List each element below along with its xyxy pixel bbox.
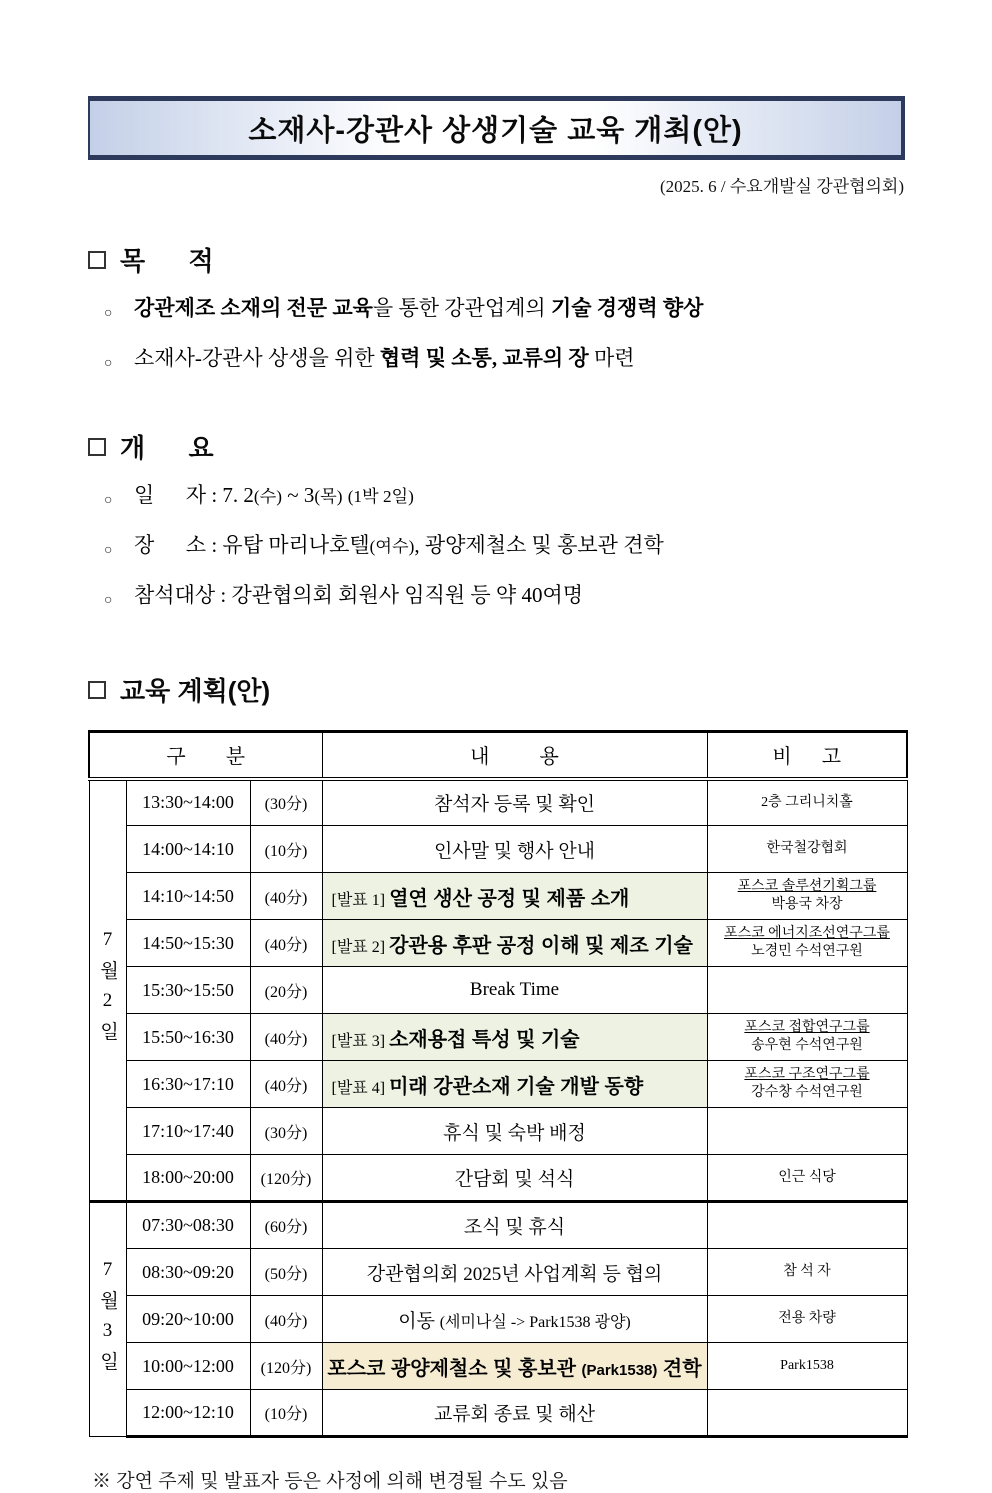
circle-bullet-icon: ○ xyxy=(104,306,113,321)
circle-bullet-icon: ○ xyxy=(104,493,113,508)
section-overview-heading xyxy=(88,428,992,465)
table-row xyxy=(89,1296,907,1343)
remark-cell: 2층 그리니치홀 xyxy=(707,779,907,826)
overview-value: : 강관협의회 회원사 임직원 등 약 40여명 xyxy=(215,583,584,607)
header-gubun: 구 분 xyxy=(89,732,322,779)
header-naeyong: 내 용 xyxy=(322,732,707,779)
table-row xyxy=(89,920,907,967)
remark-cell xyxy=(707,1202,907,1249)
content-cell: [발표 4] 미래 강관소재 기술 개발 동향 xyxy=(322,1061,707,1108)
content-cell: [발표 1] 열연 생산 공정 및 제품 소개 xyxy=(322,873,707,920)
title-banner xyxy=(88,96,905,160)
schedule-table xyxy=(88,730,908,1438)
remark-cell: 전용 차량 xyxy=(707,1296,907,1343)
duration-cell: (30分) xyxy=(250,779,322,826)
time-cell: 12:00~12:10 xyxy=(126,1390,250,1437)
purpose-bullet-1 xyxy=(104,294,992,328)
overview-label: 일 자 xyxy=(134,483,207,507)
table-header-row xyxy=(89,732,907,779)
duration-cell: (30分) xyxy=(250,1108,322,1155)
overview-item-date xyxy=(104,481,992,515)
duration-cell: (40分) xyxy=(250,920,322,967)
time-cell: 14:00~14:10 xyxy=(126,826,250,873)
remark-cell: 포스코 에너지조선연구그룹 노경민 수석연구원 xyxy=(707,920,907,967)
time-cell: 14:50~15:30 xyxy=(126,920,250,967)
content-cell: 포스코 광양제철소 및 홍보관 (Park1538) 견학 xyxy=(322,1343,707,1390)
content-cell: 교류회 종료 및 해산 xyxy=(322,1390,707,1437)
table-row xyxy=(89,1108,907,1155)
content-cell: 조식 및 휴식 xyxy=(322,1202,707,1249)
content-cell: [발표 2] 강관용 후판 공정 이해 및 제조 기술 xyxy=(322,920,707,967)
content-cell: Break Time xyxy=(322,967,707,1014)
section-heading-label: 개 요 xyxy=(120,433,214,463)
time-cell: 10:00~12:00 xyxy=(126,1343,250,1390)
section-heading-label: 목 적 xyxy=(120,246,214,276)
circle-bullet-icon: ○ xyxy=(104,356,113,371)
remark-cell: 포스코 접합연구그룹 송우현 수석연구원 xyxy=(707,1014,907,1061)
overview-label: 장 소 xyxy=(134,533,207,557)
square-bullet-icon xyxy=(88,681,106,699)
overview-item-place xyxy=(104,531,992,565)
content-cell: 이동 (세미나실 -> Park1538 광양) xyxy=(322,1296,707,1343)
duration-cell: (20分) xyxy=(250,967,322,1014)
duration-cell: (50分) xyxy=(250,1249,322,1296)
content-cell: 인사말 및 행사 안내 xyxy=(322,826,707,873)
overview-value: : 유탑 마리나호텔(여수), 광양제철소 및 홍보관 견학 xyxy=(206,533,664,557)
remark-cell: 한국철강협회 xyxy=(707,826,907,873)
table-row xyxy=(89,1014,907,1061)
remark-cell: 참 석 자 xyxy=(707,1249,907,1296)
purpose-bullet-2 xyxy=(104,344,992,378)
purpose-bullet-text: 강관제조 소재의 전문 교육을 통한 강관업계의 기술 경쟁력 향상 xyxy=(134,296,704,320)
table-row xyxy=(89,826,907,873)
table-row xyxy=(89,873,907,920)
time-cell: 17:10~17:40 xyxy=(126,1108,250,1155)
header-bigo: 비 고 xyxy=(707,732,907,779)
section-plan-heading xyxy=(88,671,992,708)
circle-bullet-icon: ○ xyxy=(104,593,113,608)
duration-cell: (10分) xyxy=(250,826,322,873)
time-cell: 18:00~20:00 xyxy=(126,1155,250,1202)
time-cell: 07:30~08:30 xyxy=(126,1202,250,1249)
page-title: 소재사-강관사 상생기술 교육 개최(안) xyxy=(248,114,743,147)
square-bullet-icon xyxy=(88,251,106,269)
remark-cell xyxy=(707,1108,907,1155)
duration-cell: (40分) xyxy=(250,1014,322,1061)
remark-cell: Park1538 xyxy=(707,1343,907,1390)
remark-cell: 포스코 구조연구그룹 강수창 수석연구원 xyxy=(707,1061,907,1108)
content-cell: [발표 3] 소재용접 특성 및 기술 xyxy=(322,1014,707,1061)
square-bullet-icon xyxy=(88,438,106,456)
section-purpose-heading xyxy=(88,241,992,278)
time-cell: 15:30~15:50 xyxy=(126,967,250,1014)
table-row xyxy=(89,1202,907,1249)
remark-cell: 인근 식당 xyxy=(707,1155,907,1202)
time-cell: 15:50~16:30 xyxy=(126,1014,250,1061)
time-cell: 14:10~14:50 xyxy=(126,873,250,920)
content-cell: 간담회 및 석식 xyxy=(322,1155,707,1202)
duration-cell: (10分) xyxy=(250,1390,322,1437)
content-cell: 휴식 및 숙박 배정 xyxy=(322,1108,707,1155)
duration-cell: (40分) xyxy=(250,873,322,920)
day-label-jul3: 7월3일 xyxy=(89,1202,126,1437)
doc-subtitle: (2025. 6 / 수요개발실 강관협의회) xyxy=(659,177,904,196)
table-row xyxy=(89,1061,907,1108)
duration-cell: (60分) xyxy=(250,1202,322,1249)
table-row xyxy=(89,1155,907,1202)
time-cell: 08:30~09:20 xyxy=(126,1249,250,1296)
content-cell: 강관협의회 2025년 사업계획 등 협의 xyxy=(322,1249,707,1296)
purpose-bullet-text: 소재사-강관사 상생을 위한 협력 및 소통, 교류의 장 마련 xyxy=(134,346,635,370)
day-label-jul2: 7월2일 xyxy=(89,779,126,1202)
section-heading-label: 교육 계획(안) xyxy=(120,676,271,706)
content-cell: 참석자 등록 및 확인 xyxy=(322,779,707,826)
remark-cell: 포스코 솔루션기획그룹 박용국 차장 xyxy=(707,873,907,920)
overview-item-attendees xyxy=(104,581,992,615)
table-row xyxy=(89,779,907,826)
duration-cell: (40分) xyxy=(250,1061,322,1108)
footnote: ※ 강연 주제 및 발표자 등은 사정에 의해 변경될 수도 있음 xyxy=(92,1471,568,1492)
remark-cell xyxy=(707,967,907,1014)
time-cell: 13:30~14:00 xyxy=(126,779,250,826)
time-cell: 09:20~10:00 xyxy=(126,1296,250,1343)
overview-value: : 7. 2(수) ~ 3(목) (1박 2일) xyxy=(206,483,414,507)
table-row xyxy=(89,1343,907,1390)
time-cell: 16:30~17:10 xyxy=(126,1061,250,1108)
circle-bullet-icon: ○ xyxy=(104,543,113,558)
duration-cell: (120分) xyxy=(250,1155,322,1202)
table-row xyxy=(89,967,907,1014)
duration-cell: (40分) xyxy=(250,1296,322,1343)
remark-cell xyxy=(707,1390,907,1437)
duration-cell: (120分) xyxy=(250,1343,322,1390)
table-row xyxy=(89,1249,907,1296)
table-row xyxy=(89,1390,907,1437)
overview-label: 참석대상 xyxy=(134,583,216,607)
